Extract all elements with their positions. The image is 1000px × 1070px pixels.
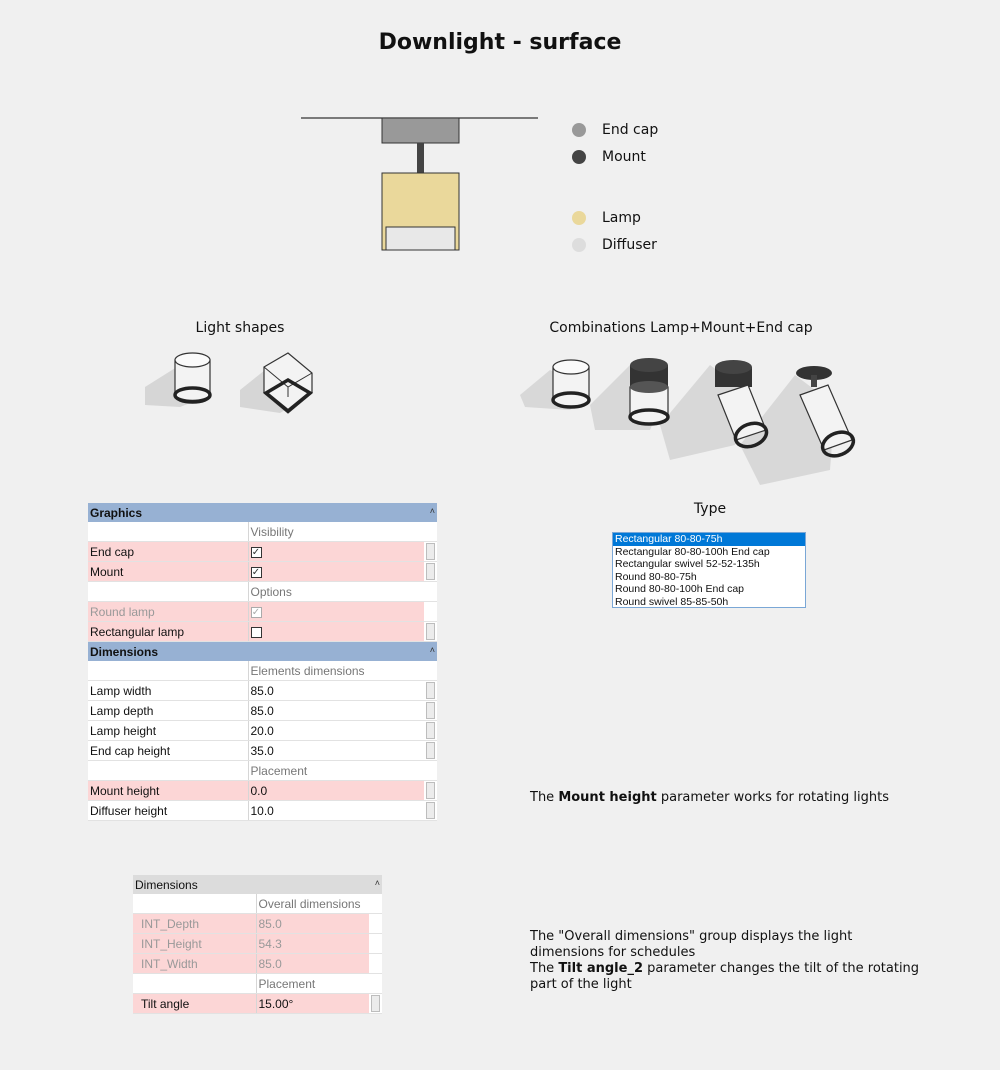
group-dimensions[interactable] <box>133 875 382 894</box>
subgroup-visibility: Visibility <box>248 522 424 542</box>
legend-item-lamp <box>572 209 641 227</box>
legend-item-mount <box>572 148 646 166</box>
type-option[interactable]: Rectangular 80-80-100h End cap <box>615 545 770 558</box>
param-label: Rectangular lamp <box>88 622 248 642</box>
type-option[interactable]: Round swivel 85-85-50h <box>615 595 729 608</box>
param-label: Mount <box>88 562 248 582</box>
mount-rod <box>417 143 424 173</box>
type-option[interactable]: Round 80-80-75h <box>615 570 697 583</box>
round-lamp-checkbox: ✓ <box>251 606 261 618</box>
group-dimensions[interactable] <box>88 642 437 662</box>
row-button[interactable] <box>426 742 435 759</box>
group-label: Graphics <box>90 505 143 520</box>
row-rect-lamp[interactable] <box>88 622 437 642</box>
param-label: Lamp depth <box>88 701 248 721</box>
row-int-height <box>133 934 382 954</box>
legend-item-end-cap <box>572 121 658 139</box>
light-shapes-illustration <box>140 345 340 425</box>
type-option[interactable]: Rectangular swivel 52-52-135h <box>615 558 760 571</box>
subgroup-elements-dimensions: Elements dimensions <box>248 661 424 681</box>
type-option[interactable]: Rectangular 80-80-75h <box>613 533 805 546</box>
group-graphics[interactable] <box>88 503 437 522</box>
subgroup-placement: Placement <box>248 761 424 781</box>
param-label: Tilt angle <box>133 994 256 1014</box>
diffuser-height-value[interactable]: 10.0 <box>248 801 424 821</box>
mount-checkbox[interactable]: ✓ <box>251 566 261 578</box>
row-mount-height[interactable] <box>88 781 437 801</box>
caption-light-shapes: Light shapes <box>195 320 285 336</box>
row-button[interactable] <box>426 722 435 739</box>
collapse-icon[interactable]: ˄ <box>429 505 436 516</box>
note-text: The <box>530 961 559 976</box>
note-line: part of the light <box>530 977 632 992</box>
param-label: INT_Depth <box>133 914 256 934</box>
param-label: Lamp height <box>88 721 248 741</box>
note-line: dimensions for schedules <box>530 945 696 960</box>
group-label: Dimensions <box>135 877 198 892</box>
page-title: Downlight - surface <box>378 30 622 55</box>
param-label: End cap <box>88 542 248 562</box>
mount-height-note <box>530 790 889 806</box>
param-label: Diffuser height <box>88 801 248 821</box>
row-mount[interactable] <box>88 562 437 582</box>
type-option[interactable]: Round 80-80-100h End cap <box>615 583 745 596</box>
param-label: Mount height <box>88 781 248 801</box>
int-height-value: 54.3 <box>256 934 369 954</box>
note-text: parameter works for rotating lights <box>656 790 889 805</box>
row-button[interactable] <box>426 623 435 640</box>
collapse-icon[interactable]: ˄ <box>429 644 436 655</box>
row-button[interactable] <box>426 782 435 799</box>
end-cap-checkbox[interactable]: ✓ <box>251 546 261 558</box>
overall-dimensions-note <box>530 929 930 993</box>
legend-label: End cap <box>602 122 659 138</box>
param-label: Round lamp <box>88 602 248 622</box>
row-lamp-width[interactable] <box>88 681 437 701</box>
legend-dot-icon <box>572 211 586 225</box>
param-label: End cap height <box>88 741 248 761</box>
row-button[interactable] <box>371 995 380 1012</box>
row-end-cap[interactable] <box>88 542 437 562</box>
type-listbox[interactable] <box>612 532 806 608</box>
rect-lamp-checkbox[interactable] <box>251 627 262 638</box>
param-label: Lamp width <box>88 681 248 701</box>
row-lamp-height[interactable] <box>88 721 437 741</box>
row-end-cap-height[interactable] <box>88 741 437 761</box>
lamp-depth-value[interactable]: 85.0 <box>248 701 424 721</box>
group-label: Dimensions <box>90 644 159 659</box>
param-label: INT_Width <box>133 954 256 974</box>
row-int-depth <box>133 914 382 934</box>
int-depth-value: 85.0 <box>256 914 369 934</box>
tilt-angle-value[interactable]: 15.00° <box>256 994 369 1014</box>
diffuser-block <box>386 227 455 250</box>
param-label: INT_Height <box>133 934 256 954</box>
subgroup-placement: Placement <box>256 974 369 994</box>
note-line: The "Overall dimensions" group displays the light <box>530 929 853 944</box>
row-button[interactable] <box>426 802 435 819</box>
row-lamp-depth[interactable] <box>88 701 437 721</box>
overall-dimensions-grid <box>133 875 382 1014</box>
lamp-height-value[interactable]: 20.0 <box>248 721 424 741</box>
row-button[interactable] <box>426 563 435 580</box>
subgroup-options: Options <box>248 582 424 602</box>
end-cap-block <box>382 118 459 143</box>
row-button[interactable] <box>426 543 435 560</box>
caption-type: Type <box>693 501 727 517</box>
row-button[interactable] <box>426 702 435 719</box>
collapse-icon[interactable]: ˄ <box>374 877 381 888</box>
subgroup-overall-dimensions: Overall dimensions <box>256 894 369 914</box>
note-text: parameter changes the tilt of the rotating <box>642 961 920 976</box>
graphics-properties-grid <box>88 503 437 821</box>
row-round-lamp <box>88 602 437 622</box>
lamp-width-value[interactable]: 85.0 <box>248 681 424 701</box>
legend-dot-icon <box>572 150 586 164</box>
legend-dot-icon <box>572 238 586 252</box>
note-line <box>530 961 930 977</box>
downlight-section-diagram <box>300 110 540 255</box>
legend-item-diffuser <box>572 236 657 254</box>
legend-dot-icon <box>572 123 586 137</box>
end-cap-height-value[interactable]: 35.0 <box>248 741 424 761</box>
note-bold: Mount height <box>558 790 657 805</box>
row-int-width <box>133 954 382 974</box>
combinations-illustration <box>520 345 860 495</box>
caption-combinations: Combinations Lamp+Mount+End cap <box>549 320 813 336</box>
mount-height-value[interactable]: 0.0 <box>248 781 424 801</box>
int-width-value: 85.0 <box>256 954 369 974</box>
row-diffuser-height[interactable] <box>88 801 437 821</box>
legend-label: Diffuser <box>602 237 657 253</box>
row-button[interactable] <box>426 682 435 699</box>
note-bold: Tilt angle_2 <box>558 961 643 976</box>
legend-label: Mount <box>602 149 646 165</box>
note-text: The <box>530 790 559 805</box>
legend-label: Lamp <box>602 210 641 226</box>
row-tilt-angle[interactable] <box>133 994 382 1014</box>
